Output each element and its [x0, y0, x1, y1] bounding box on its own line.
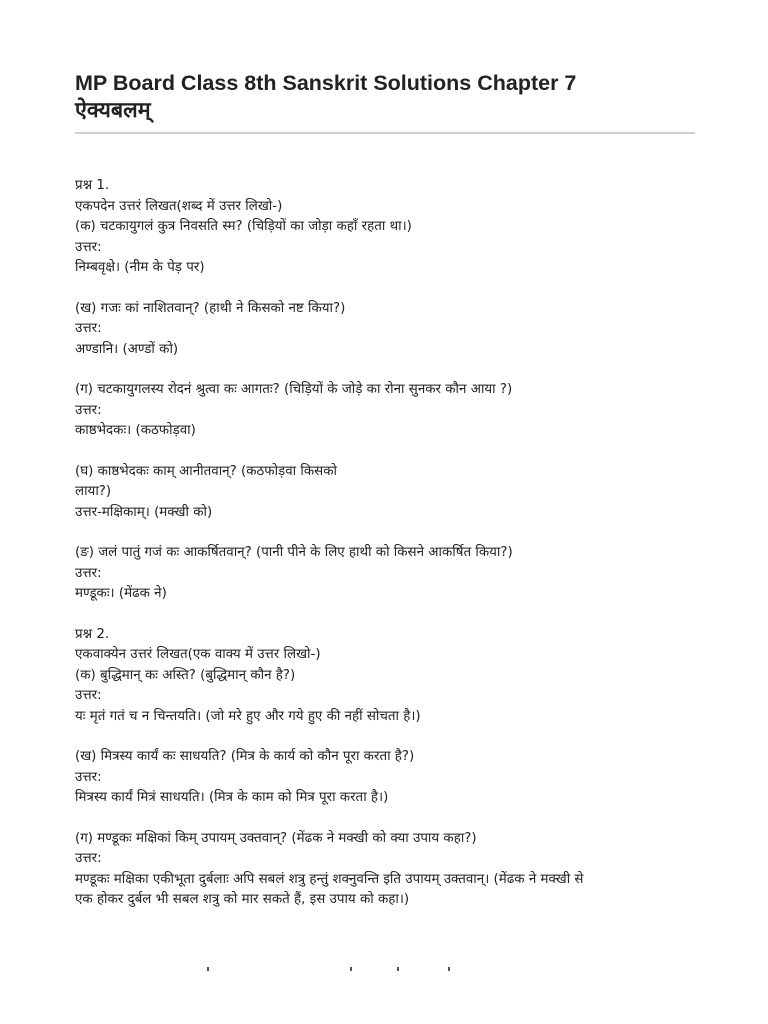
answer-label: उत्तर: — [75, 851, 102, 866]
q1-item-nga — [75, 543, 695, 605]
question-text: (ख) गजः कां नाशितवान्? (हाथी ने किसको नष्ट किया?) — [75, 300, 346, 316]
answer-text: यः मृतं गतं च न चिन्तयति। (जो मरे हुए और गये हुए की नहीं सोचता है।) — [75, 708, 421, 724]
q1-item-gha — [75, 462, 695, 524]
q1-instruction: एकपदेन उत्तरं लिखत(शब्द में उत्तर लिखो-) — [75, 198, 283, 214]
question-text: (ग) मण्डूकः मक्षिकां किम् उपायम् उक्तवान्? (मेंढक ने मक्खी को क्या उपाय कहा?) — [75, 830, 477, 846]
question-text: (ङ) जलं पातुं गजं कः आकर्षितवान्? (पानी पीने के लिए हाथी को किसने आकर्षित किया?) — [75, 545, 513, 560]
q2-item-ga — [75, 829, 695, 911]
q1-label: प्रश्न 1. — [75, 178, 110, 193]
title-divider — [75, 132, 695, 134]
q1-item-ga — [75, 380, 695, 442]
answer-text: काष्ठभेदकः। (कठफोड़वा) — [75, 423, 196, 438]
question-text: (ग) चटकायुगलस्य रोदनं श्रुत्वा कः आगतः? (चिड़ियों के जोड़े का रोना सुनकर कौन आया ?) — [75, 382, 513, 397]
answer-text-line-2: एक होकर दुर्बल भी सबल शत्रु को मार सकते हैं, इस उपाय को कहा।) — [75, 892, 410, 907]
glyph-fragment — [207, 967, 209, 971]
document-body — [75, 176, 695, 911]
answer-text: निम्बवृक्षे। (नीम के पेड़ पर) — [75, 260, 205, 275]
answer-text: मित्रस्य कार्यं मित्रं साधयति। (मित्र के काम को मित्र पूरा करता है।) — [75, 790, 389, 805]
question-text: (ख) मित्रस्य कार्यं कः साधयति? (मित्र के कार्य को कौन पूरा करता है?) — [75, 749, 415, 764]
title-line-1: MP Board Class 8th Sanskrit Solutions Chapter 7 — [75, 71, 577, 95]
question-text: (क) बुद्धिमान् कः अस्ति? (बुद्धिमान् कौन है?) — [75, 667, 296, 683]
answer-text: उत्तर-मक्षिकाम्। (मक्खी को) — [75, 504, 213, 520]
q1-item-ka — [75, 176, 695, 279]
answer-label: उत्तर: — [75, 769, 102, 785]
answer-label: उत्तर: — [75, 239, 102, 255]
answer-label: उत्तर: — [75, 321, 102, 336]
answer-text: मण्डूकः। (मेंढक ने) — [75, 586, 167, 601]
page-title — [75, 70, 695, 124]
q2-item-ka — [75, 625, 695, 728]
question-text-line-1: (घ) काष्ठभेदकः काम् आनीतवान्? (कठफोड़वा किसको — [75, 463, 337, 479]
question-text-line-2: लाया?) — [75, 484, 112, 499]
glyph-fragment — [448, 967, 450, 971]
answer-label: उत्तर: — [75, 688, 102, 703]
document-page — [75, 70, 695, 931]
answer-text: अण्डानि। (अण्डों को) — [75, 341, 179, 357]
answer-text-line-1: मण्डूकः मक्षिका एकीभूता दुर्बलाः अपि सबलं शत्रु हन्तुं शक्नुवन्ति इति उपायम् उक्तवान्। (मेंढक ने मक्खी से — [75, 871, 584, 887]
q2-item-kha — [75, 747, 695, 809]
q2-instruction: एकवाक्येन उत्तरं लिखत(एक वाक्य में उत्तर लिखो-) — [75, 647, 321, 662]
glyph-fragment — [397, 967, 399, 971]
q1-item-kha — [75, 299, 695, 361]
glyph-fragment — [350, 967, 352, 971]
question-text: (क) चटकायुगलं कुत्र निवसति स्म? (चिड़ियों का जोड़ा कहाँ रहता था।) — [75, 219, 412, 234]
title-line-2: ऐक्यबलम् — [75, 98, 151, 122]
cut-off-next-line — [75, 960, 695, 972]
q2-label: प्रश्न 2. — [75, 626, 110, 642]
answer-label: उत्तर: — [75, 402, 102, 418]
answer-label: उत्तर: — [75, 565, 102, 581]
